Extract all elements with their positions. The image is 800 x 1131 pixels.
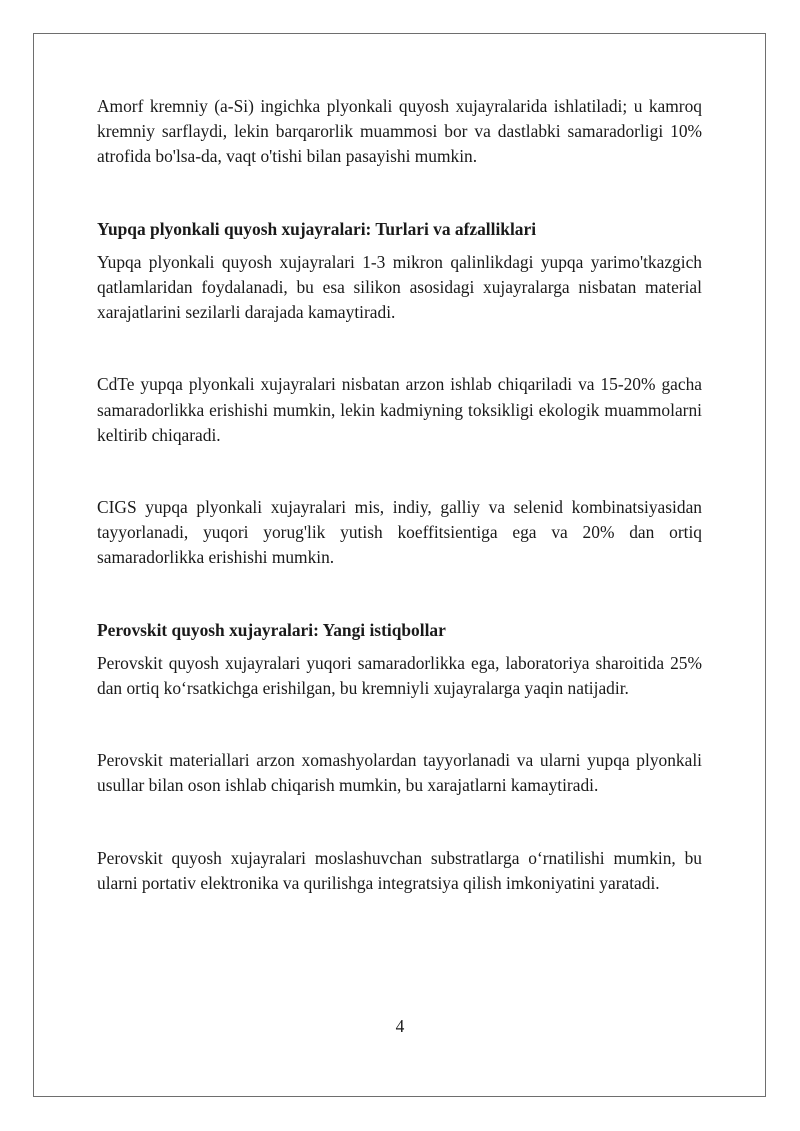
- paragraph-perovskite-efficiency: Perovskit quyosh xujayralari yuqori samaradorlikka ega, laboratoriya sharoitida 25% dan ortiq ko‘rsatkichga erishilgan, bu kremniyli xujayralarga yaqin natijadir.: [97, 652, 702, 699]
- document-body: [97, 94, 702, 896]
- heading-thin-film: Yupqa plyonkali quyosh xujayralari: Turlari va afzalliklari: [97, 218, 537, 239]
- page-number: 4: [395, 1016, 405, 1036]
- paragraph-cigs: CIGS yupqa plyonkali xujayralari mis, indiy, galliy va selenid kombinatsiyasidan tayyorlanadi, yuqori yorug'lik yutish koeffitsientiga ega va 20% dan ortiq samaradorlikka erishishi mumkin.: [97, 497, 702, 568]
- heading-perovskite: Perovskit quyosh xujayralari: Yangi istiqbollar: [97, 619, 446, 640]
- paragraph-perovskite-flexible: Perovskit quyosh xujayralari moslashuvchan substratlarga o‘rnatilishi mumkin, bu ularni portativ elektronika va qurilishga integratsiya qilish imkoniyatini yaratadi.: [97, 847, 702, 893]
- paragraph-cdte: CdTe yupqa plyonkali xujayralari nisbatan arzon ishlab chiqariladi va 15-20% gacha samaradorlikka erishishi mumkin, lekin kadmiyning toksikligi ekologik muammolarni keltirib chiqaradi.: [97, 374, 702, 445]
- paragraph-amorphous-silicon: Amorf kremniy (a-Si) ingichka plyonkali quyosh xujayralarida ishlatiladi; u kamroq kremniy sarflaydi, lekin barqarorlik muammosi bor va dastlabki samaradorligi 10% atrofida bo'lsa-da, vaqt o'tishi bilan pasayishi mumkin.: [97, 96, 702, 167]
- paragraph-thin-film-intro: Yupqa plyonkali quyosh xujayralari 1-3 mikron qalinlikdagi yupqa yarimo'tkazgich qatlamlaridan foydalanadi, bu esa silikon asosidagi xujayralarga nisbatan material xarajatlarini sezilarli darajada kamaytiradi.: [97, 251, 702, 323]
- paragraph-perovskite-cost: Perovskit materiallari arzon xomashyolardan tayyorlanadi va ularni yupqa plyonkali usullar bilan oson ishlab chiqarish mumkin, bu xarajatlarni kamaytiradi.: [97, 750, 702, 796]
